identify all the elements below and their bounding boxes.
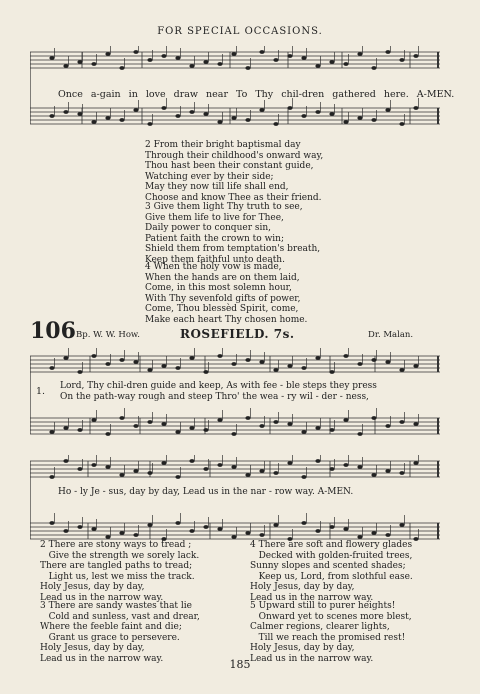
verse-2-prev-line: Choose and know Thee as their friend. bbox=[145, 192, 322, 203]
verse-4-prev-line: Come, in this most solemn hour, bbox=[145, 283, 292, 294]
hymn-composer: Dr. Malan. bbox=[368, 330, 414, 340]
verse-3-prev-line: Shield them from temptation's breath, bbox=[145, 244, 321, 255]
verse-4-prev-line: When the hands are on them laid, bbox=[145, 272, 300, 283]
hymn-author: Bp. W. W. How. bbox=[76, 330, 140, 340]
verse-5-line: Lead us in the narrow way. bbox=[250, 653, 374, 664]
verse-4-line: Sunny slopes and scented shades; bbox=[250, 561, 406, 572]
verse-3-prev-line: Patient faith the crown to win; bbox=[145, 233, 284, 244]
verse-2-line: Holy Jesus, day by day, bbox=[40, 582, 145, 593]
verse-2-line: Give the strength we sorely lack. bbox=[40, 550, 200, 561]
verse-2 bbox=[40, 540, 199, 604]
verse-3-prev-line: Daily power to conquer sin, bbox=[145, 223, 272, 234]
verse-3-line: 3 There are sandy wastes that lie bbox=[40, 601, 192, 611]
verse-3-prev-line: Give them life to live for Thee, bbox=[145, 212, 284, 223]
verse-2-prev-line: 2 From their bright baptismal day bbox=[145, 140, 301, 150]
page-header: FOR SPECIAL OCCASIONS. bbox=[157, 26, 323, 37]
music-staff-top bbox=[30, 46, 442, 128]
hymn-tune-title: ROSEFIELD. 7s. bbox=[180, 327, 295, 341]
verse-4-line: Keep us, Lord, from slothful ease. bbox=[250, 571, 413, 582]
verse-3-line: Grant us grace to persevere. bbox=[40, 632, 180, 643]
lyric-line-1a: Lord, Thy chil-dren guide and keep, As with fee - ble steps they press bbox=[60, 381, 377, 391]
verse-4-line: Lead us in the narrow way. bbox=[250, 592, 374, 603]
verse-2-line: There are tangled paths to tread; bbox=[40, 561, 193, 572]
verse-2-line: Light us, lest we miss the track. bbox=[40, 571, 195, 582]
verse-3 bbox=[40, 601, 200, 665]
page-number: 185 bbox=[229, 658, 251, 671]
verse-4-line: Holy Jesus, day by day, bbox=[250, 582, 355, 593]
verse-5-line: Holy Jesus, day by day, bbox=[250, 643, 355, 654]
verse-5-line: Onward yet to scenes more blest, bbox=[250, 611, 412, 622]
verse-3-prev bbox=[145, 202, 320, 266]
verse-5-line: 5 Upward still to purer heights! bbox=[250, 601, 396, 611]
music-staff-bottom bbox=[30, 455, 442, 545]
verse-4-line: Decked with golden-fruited trees, bbox=[250, 550, 413, 561]
verse-5-line: Calmer regions, clearer lights, bbox=[250, 622, 390, 633]
verse-2-prev bbox=[145, 140, 323, 204]
verse-3-line: Cold and sunless, vast and drear, bbox=[40, 611, 200, 622]
verse-5 bbox=[250, 601, 412, 665]
lyric-line-prev: Once a-gain in love draw near To Thy chil-dren gathered here. A-MEN. bbox=[58, 89, 455, 100]
hymn-number: 106 bbox=[30, 318, 76, 344]
verse-2-line: 2 There are stony ways to tread ; bbox=[40, 540, 192, 550]
verse-3-line: Lead us in the narrow way. bbox=[40, 653, 164, 664]
verse-2-prev-line: Through their childhood's onward way, bbox=[145, 150, 324, 161]
verse-2-line: Lead us in the narrow way. bbox=[40, 592, 164, 603]
verse-3-line: Where the feeble faint and die; bbox=[40, 622, 182, 633]
lyric-line-1b: On the path-way rough and steep Thro' the wea - ry wil - der - ness, bbox=[60, 392, 369, 402]
verse-2-prev-line: May they now till life shall end, bbox=[145, 182, 289, 193]
verse-5-line: Till we reach the promised rest! bbox=[250, 632, 406, 643]
verse-4-prev-line: Make each heart Thy chosen home. bbox=[145, 314, 308, 325]
verse-4-prev-line: Come, Thou blessèd Spirit, come, bbox=[145, 304, 299, 315]
verse-4 bbox=[250, 540, 413, 604]
verse-2-prev-line: Thou hast been their constant guide, bbox=[145, 161, 314, 172]
verse-4-prev-line: 4 When the holy vow is made, bbox=[145, 262, 282, 272]
verse-2-prev-line: Watching ever by their side; bbox=[145, 171, 274, 182]
lyric-verse-number: 1. bbox=[36, 386, 46, 397]
verse-4-line: 4 There are soft and flowery glades bbox=[250, 540, 413, 550]
verse-3-prev-line: 3 Give them light Thy truth to see, bbox=[145, 202, 303, 212]
verse-4-prev-line: With Thy sevenfold gifts of power, bbox=[145, 293, 301, 304]
verse-3-prev-line: Keep them faithful unto death. bbox=[145, 254, 285, 265]
verse-4-prev bbox=[145, 262, 307, 326]
verse-3-line: Holy Jesus, day by day, bbox=[40, 643, 145, 654]
lyric-line-2: Ho - ly Je - sus, day by day, Lead us in the nar - row way. A-MEN. bbox=[58, 487, 354, 497]
